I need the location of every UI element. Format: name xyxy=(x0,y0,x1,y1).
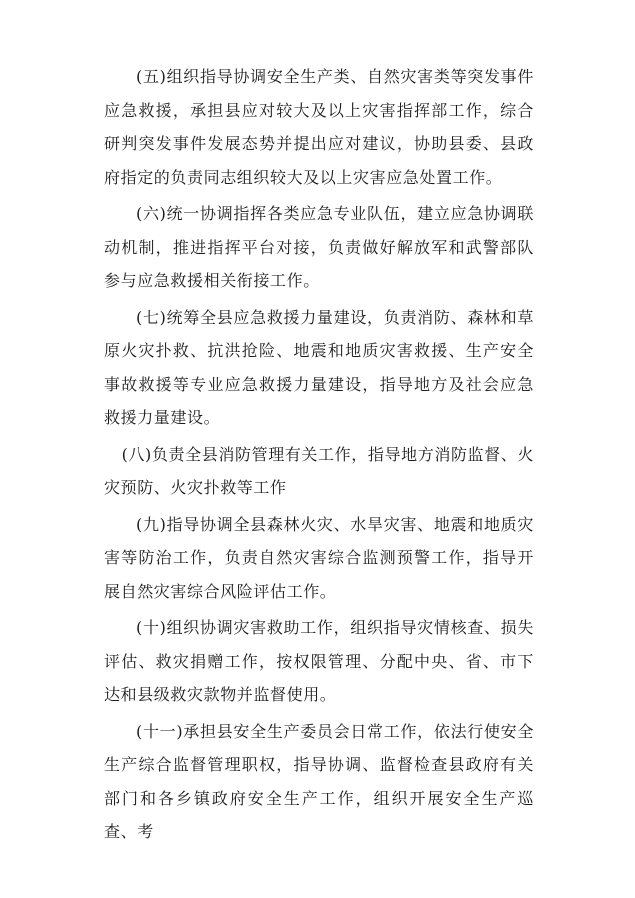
paragraph-8: (八)负责全县消防管理有关工作，指导地方消防监督、火灾预防、火灾扑救等工作 xyxy=(104,444,534,497)
paragraph-6: (六)统一协调指挥各类应急专业队伍，建立应急协调联动机制，推进指挥平台对接，负责做好解放军和武警部队参与应急救援相关衔接工作。 xyxy=(104,204,534,290)
paragraph-5: (五)组织指导协调安全生产类、自然灾害类等突发事件应急救援，承担县应对较大及以上灾害指挥部工作，综合研判突发事件发展态势并提出应对建议，协助县委、县政府指定的负责同志组织较大及以上灾害应急处置工作。 xyxy=(104,67,534,187)
paragraph-7: (七)统筹全县应急救援力量建设，负责消防、森林和草原火灾扑救、抗洪抢险、地震和地质灾害救援、生产安全事故救援等专业应急救援力量建设，指导地方及社会应急救援力量建设。 xyxy=(104,307,534,427)
paragraph-9: (九)指导协调全县森林火灾、水旱灾害、地震和地质灾害等防治工作，负责自然灾害综合监测预警工作，指导开展自然灾害综合风险评估工作。 xyxy=(104,514,534,601)
paragraph-10: (十)组织协调灾害救助工作，组织指导灾情核查、损失评估、救灾捐赠工作，按权限管理、分配中央、省、市下达和县级救灾款物并监督使用。 xyxy=(104,618,534,704)
document-body xyxy=(104,60,534,852)
paragraph-11: (十一)承担县安全生产委员会日常工作，依法行使安全生产综合监督管理职权，指导协调、监督检查县政府有关部门和各乡镇政府安全生产工作，组织开展安全生产巡查、考 xyxy=(104,721,534,841)
